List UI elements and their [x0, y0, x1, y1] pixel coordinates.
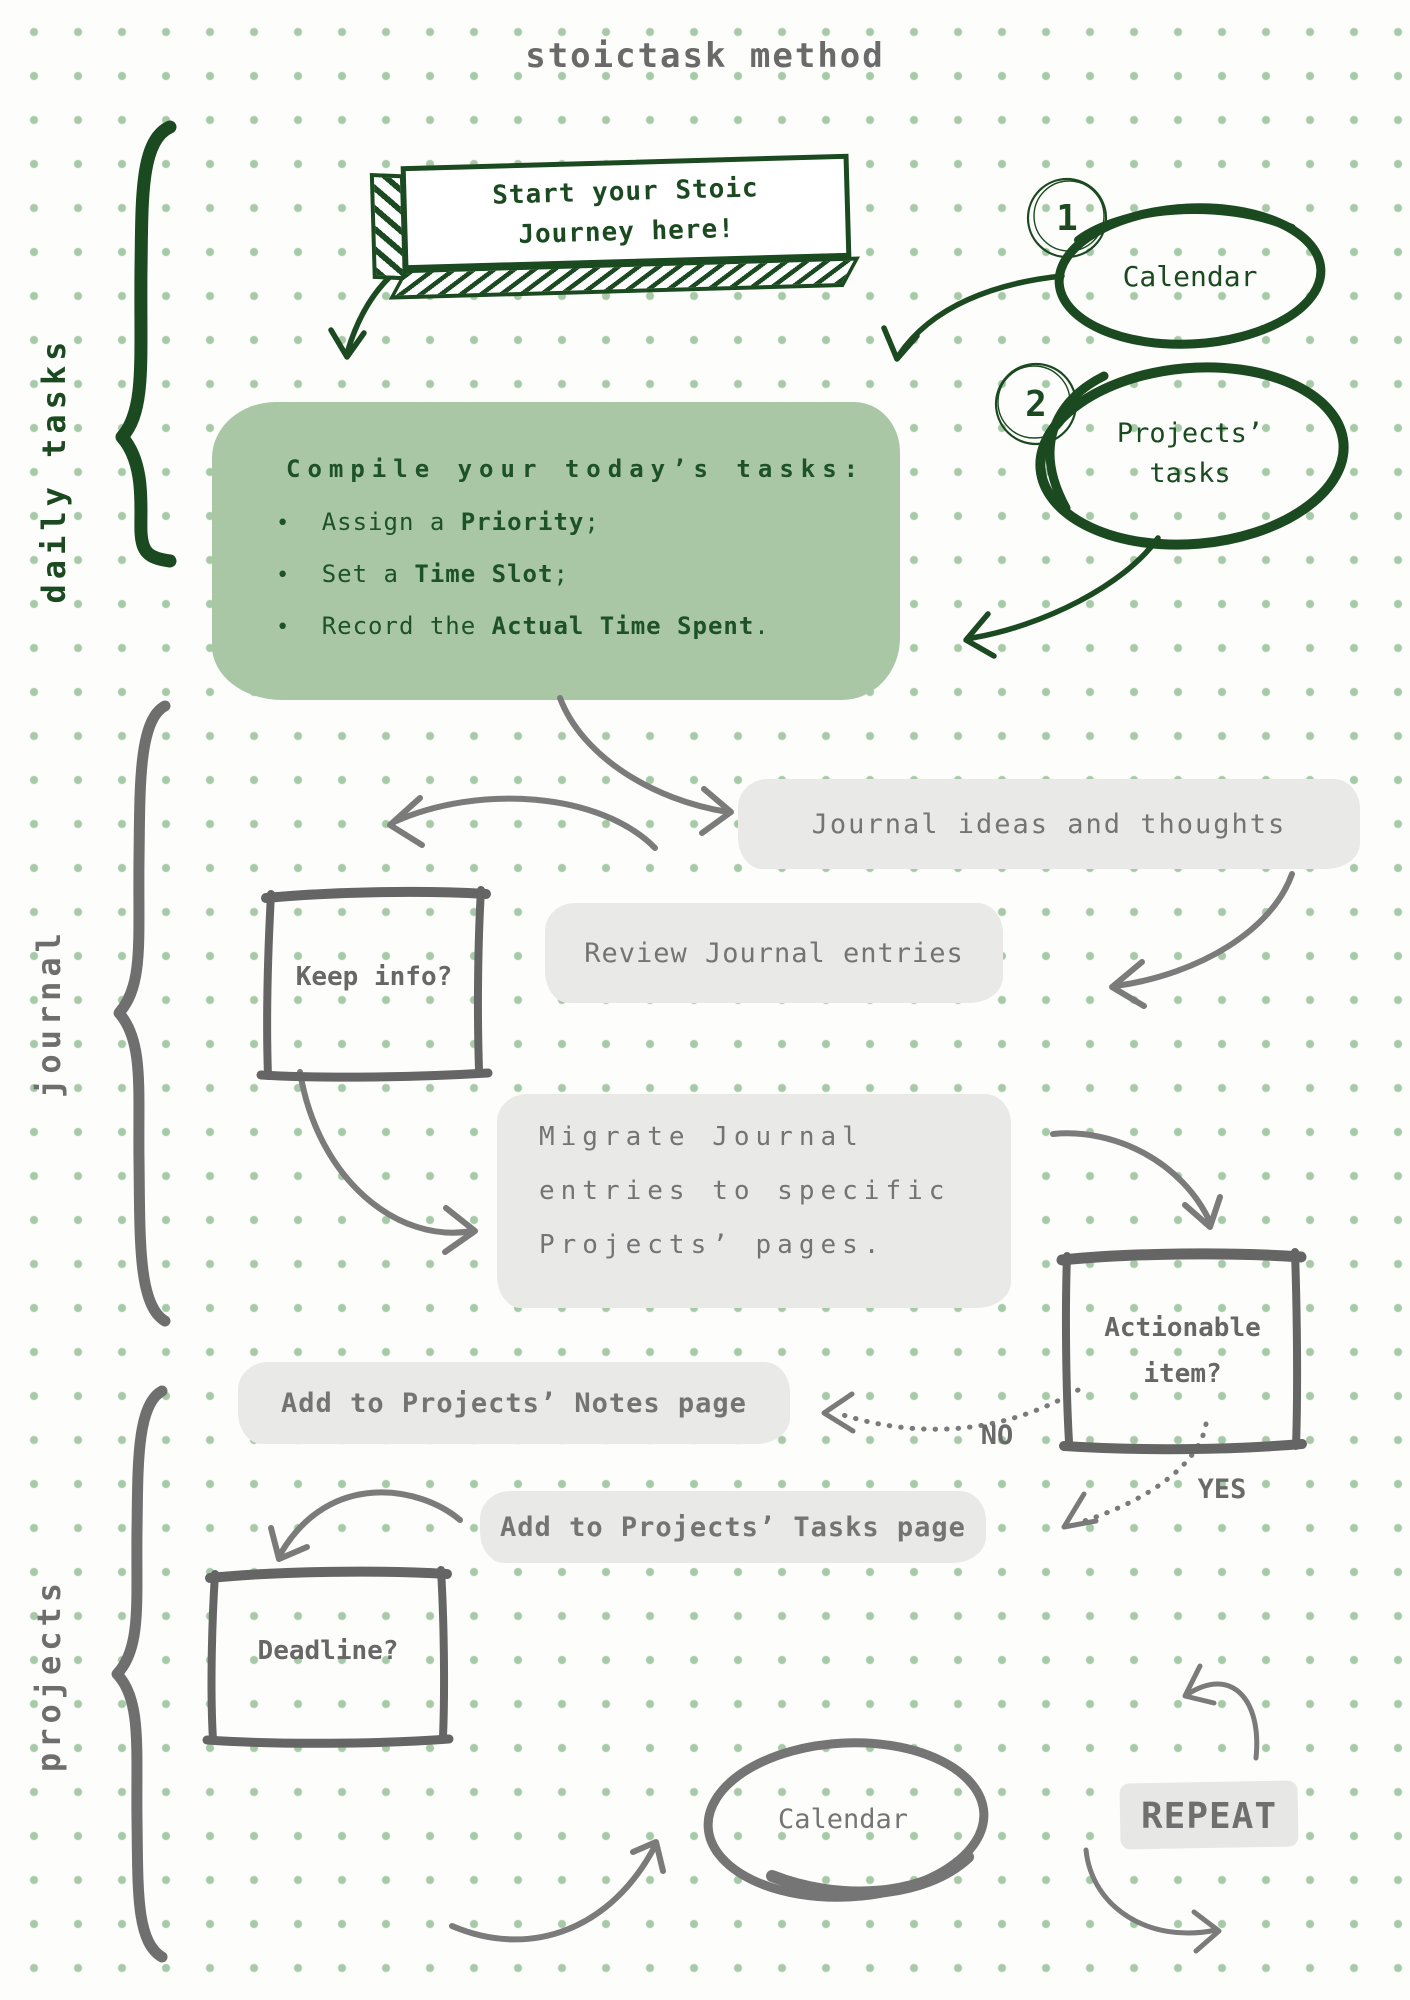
bullet-2-bold: Time Slot: [414, 560, 554, 588]
projects-tasks-line-1: Projects’: [1116, 418, 1264, 449]
journal-brace: [119, 706, 165, 1321]
section-label-daily-tasks: daily tasks: [35, 336, 73, 604]
actionable-item-label: [1065, 1305, 1300, 1397]
journal-ideas-box: [738, 779, 1360, 869]
arrow-migrate-to-actionable: [1053, 1133, 1220, 1227]
migrate-line-2: entries to specific: [539, 1176, 951, 1206]
projects-brace: [117, 1391, 162, 1957]
step-1-number: 1: [1056, 197, 1078, 239]
compile-bullet-3: [276, 612, 770, 640]
calendar-bottom-label: Calendar: [777, 1804, 909, 1835]
daily-tasks-brace: [122, 127, 170, 561]
projects-tasks-line-2: tasks: [1149, 458, 1231, 489]
arrow-compile-to-journal-ideas: [560, 698, 731, 833]
review-journal-box: [545, 903, 1003, 1003]
start-line-2: Journey here!: [517, 213, 736, 251]
section-label-journal: journal: [30, 928, 68, 1098]
actionable-line-1: Actionable: [1104, 1313, 1261, 1343]
compile-bullet-2: [276, 560, 569, 588]
arrow-deadline-to-calendar: [452, 1842, 663, 1939]
repeat-label: REPEAT: [1140, 1796, 1278, 1837]
bullet-3-pre: Record the: [321, 612, 492, 640]
compile-heading: Compile your today’s tasks:: [286, 455, 866, 483]
start-journey-box: [401, 154, 852, 270]
start-line-1: Start your Stoic: [491, 173, 760, 211]
page-title: stoictask method: [525, 36, 885, 76]
add-to-notes-label: Add to Projects’ Notes page: [281, 1387, 747, 1419]
bullet-3-post: .: [754, 612, 770, 640]
add-to-tasks-label: Add to Projects’ Tasks page: [500, 1511, 966, 1543]
bullet-2-post: ;: [553, 560, 569, 588]
journal-ideas-label: Journal ideas and thoughts: [811, 808, 1287, 840]
arrow-ideas-to-review: [1112, 874, 1292, 1006]
migrate-line-3: Projects’ pages.: [539, 1230, 886, 1260]
review-journal-label: Review Journal entries: [584, 937, 964, 969]
arrow-keep-info-to-migrate: [300, 1072, 475, 1252]
migrate-line-1: Migrate Journal: [539, 1122, 864, 1152]
bullet-1-post: ;: [584, 508, 600, 536]
no-label: NO: [980, 1420, 1014, 1451]
keep-info-label: Keep info?: [295, 962, 453, 992]
bullet-1-pre: Assign a: [321, 508, 461, 536]
add-to-tasks-box: [480, 1491, 986, 1563]
bullet-3-bold: Actual Time Spent: [491, 612, 755, 640]
compile-tasks-box: [212, 402, 900, 700]
compile-bullet-1: [276, 508, 600, 536]
arrow-tasks-to-deadline: [271, 1492, 460, 1559]
arrow-no-dotted: [824, 1390, 1078, 1431]
migrate-entries-box: [497, 1094, 1011, 1308]
section-label-projects: projects: [30, 1577, 68, 1773]
yes-label: YES: [1197, 1474, 1247, 1505]
arrow-calendar-to-compile: [884, 276, 1062, 359]
actionable-line-2: item?: [1143, 1359, 1222, 1389]
add-to-notes-box: [238, 1362, 790, 1444]
deadline-label: Deadline?: [257, 1636, 399, 1666]
arrow-review-to-keep-info: [390, 798, 655, 848]
calendar-ellipse-label: Calendar: [1122, 260, 1258, 293]
arrow-projects-tasks-to-compile: [966, 538, 1158, 656]
bullet-2-pre: Set a: [321, 560, 415, 588]
projects-tasks-ellipse-label: [1040, 414, 1340, 494]
step-2-number: 2: [1025, 383, 1047, 425]
bullet-1-bold: Priority: [460, 508, 585, 536]
